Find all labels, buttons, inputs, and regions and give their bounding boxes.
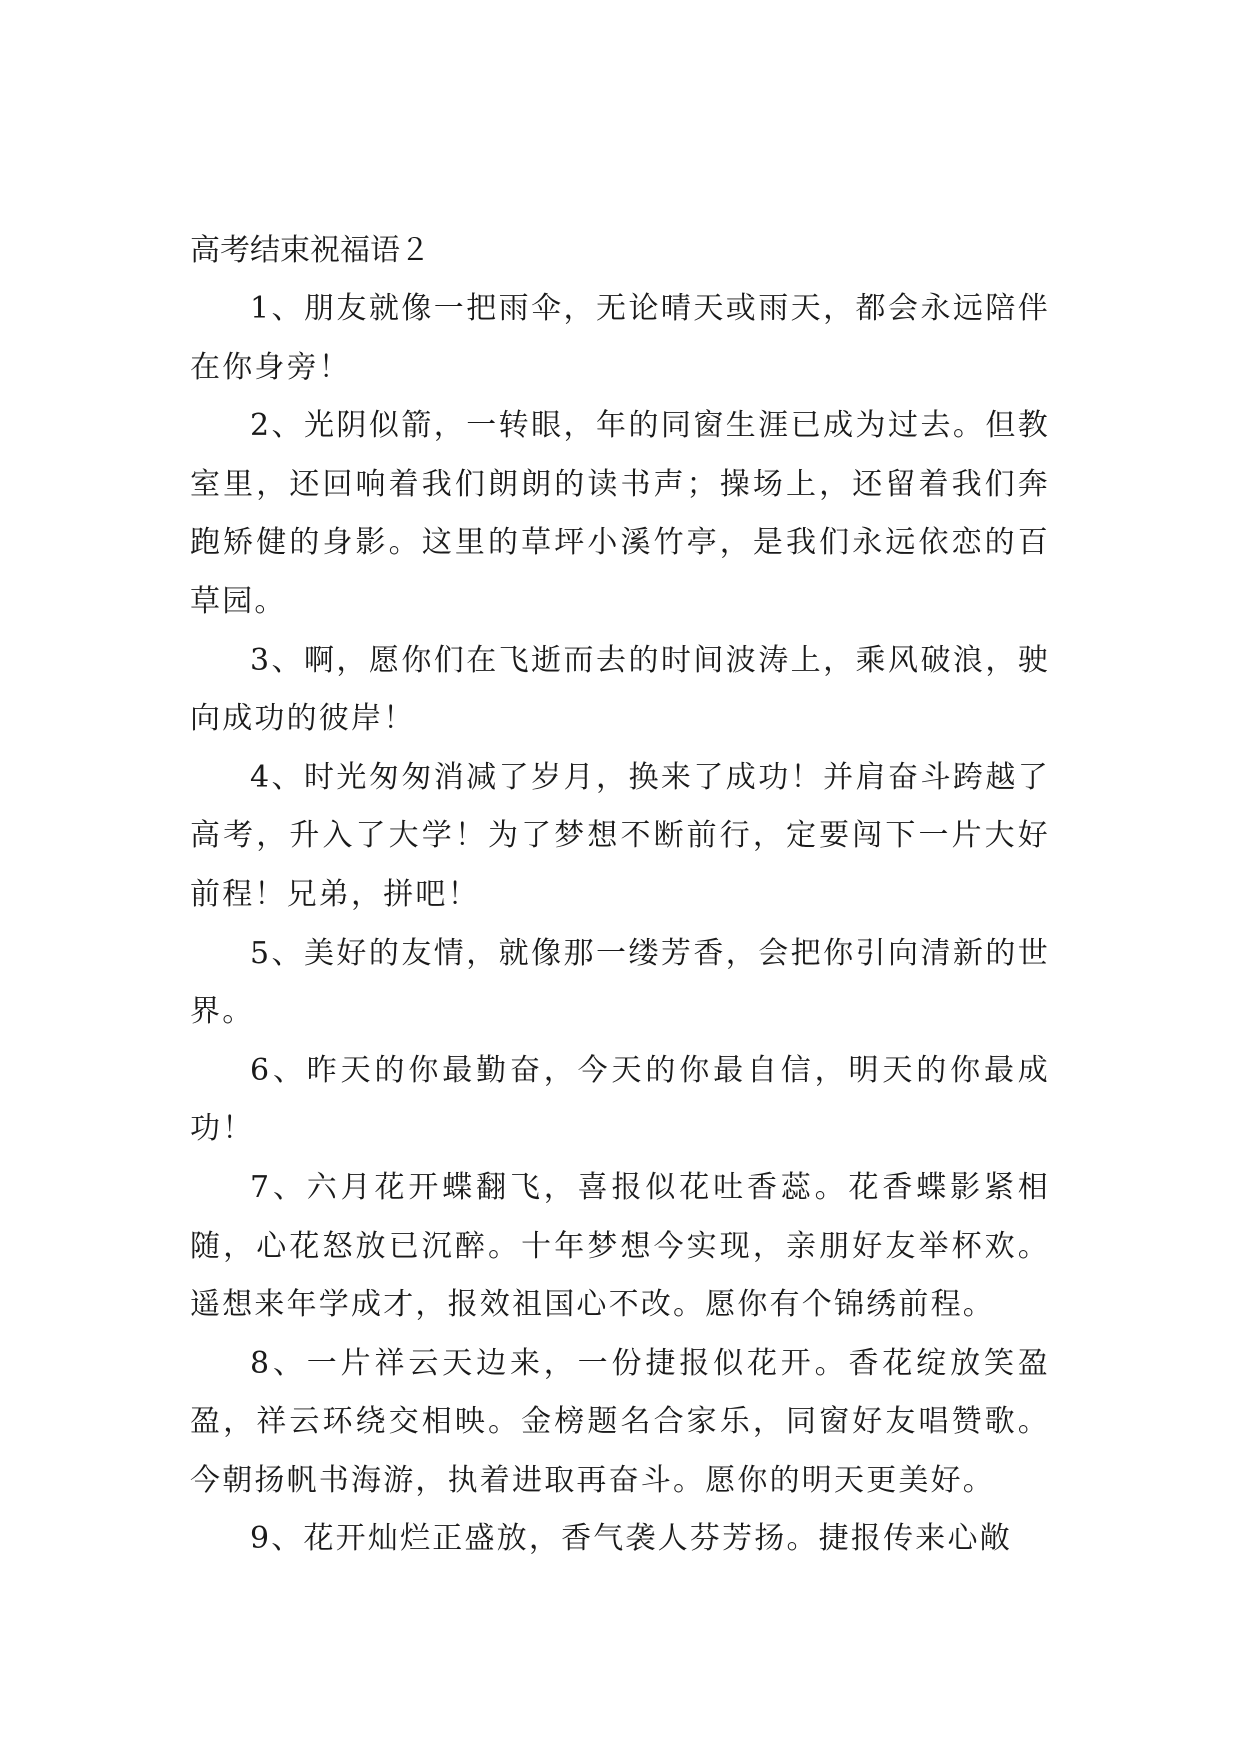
paragraph-5: 5、美好的友情，就像那一缕芳香，会把你引向清新的世界。 bbox=[190, 935, 1050, 1030]
paragraph-4: 4、时光匆匆消减了岁月，换来了成功！并肩奋斗跨越了高考，升入了大学！为了梦想不断前行，定要闯下一片大好前程！兄弟，拼吧！ bbox=[190, 759, 1050, 912]
paragraph-7: 7、六月花开蝶翻飞，喜报似花吐香蕊。花香蝶影紧相随，心花怒放已沉醉。十年梦想今实现，亲朋好友举杯欢。遥想来年学成才，报效祖国心不改。愿你有个锦绣前程。 bbox=[190, 1169, 1050, 1323]
paragraph-8: 8、一片祥云天边来，一份捷报似花开。香花绽放笑盈盈，祥云环绕交相映。金榜题名合家乐，同窗好友唱赞歌。今朝扬帆书海游，执着进取再奋斗。愿你的明天更美好。 bbox=[190, 1345, 1050, 1498]
paragraph-9: 9、花开灿烂正盛放，香气袭人芬芳扬。捷报传来心敞 bbox=[250, 1521, 1012, 1557]
document-title: 高考结束祝福语２ bbox=[190, 233, 430, 268]
paragraph-6: 6、昨天的你最勤奋，今天的你最自信，明天的你最成功！ bbox=[190, 1052, 1050, 1147]
paragraph-2: 2、光阴似箭，一转眼，年的同窗生涯已成为过去。但教室里，还回响着我们朗朗的读书声；操场上，还留着我们奔跑矫健的身影。这里的草坪小溪竹亭，是我们永远依恋的百草园。 bbox=[190, 408, 1050, 619]
document-body bbox=[190, 222, 1050, 1569]
paragraph-1: 1、朋友就像一把雨伞，无论晴天或雨天，都会永远陪伴在你身旁！ bbox=[190, 291, 1050, 385]
paragraph-3: 3、啊，愿你们在飞逝而去的时间波涛上，乘风破浪，驶向成功的彼岸！ bbox=[190, 642, 1050, 737]
